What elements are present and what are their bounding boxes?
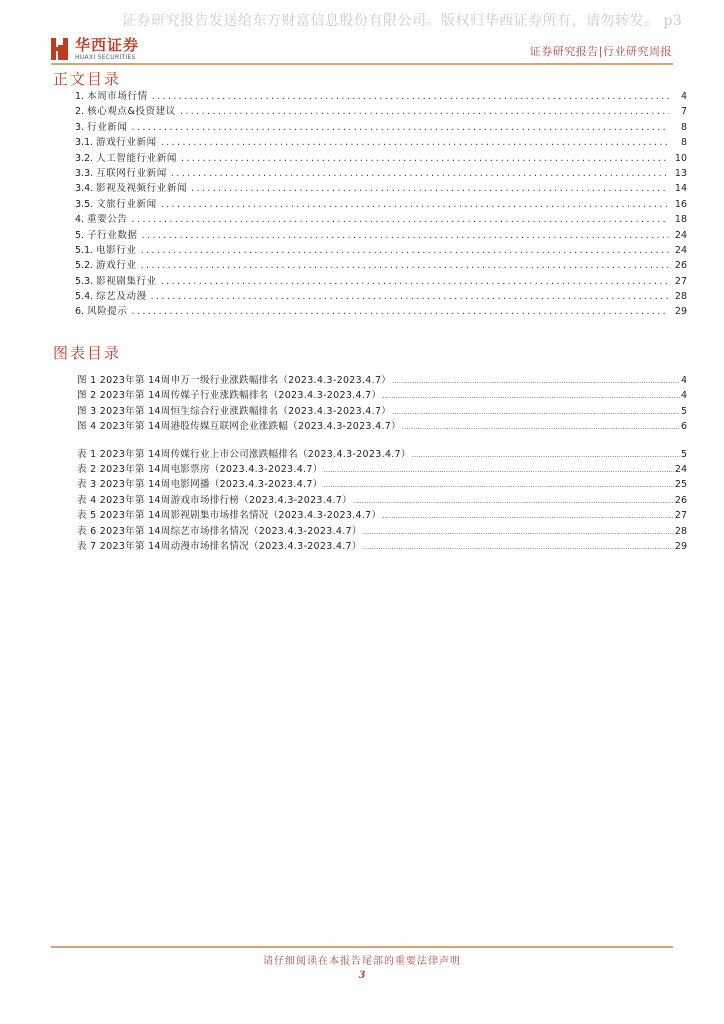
toc-entry-title: 核心观点&投资建议 — [87, 106, 176, 118]
toc-leader-dots — [171, 168, 669, 179]
toc-leader-dots — [132, 122, 670, 133]
table-entry[interactable] — [77, 507, 687, 522]
table-entry-page: 27 — [674, 510, 687, 522]
table-entry-title: 表 3 2023年第 14周电影网播（2023.4.3-2023.4.7） — [77, 479, 323, 491]
list-spacer — [77, 434, 687, 446]
toc-entry-page: 29 — [674, 306, 687, 318]
toc-entry-title: 重要公告 — [87, 214, 128, 226]
figure-leader-dots — [382, 392, 680, 400]
toc-entry-title: 文旅行业新闻 — [96, 198, 157, 210]
footer-divider — [51, 946, 673, 948]
toc-entry[interactable] — [75, 273, 687, 288]
toc-entry-page: 7 — [680, 106, 687, 118]
header-divider — [51, 63, 673, 65]
toc-entry-number: 2. — [75, 106, 88, 118]
toc-entry-title: 游戏行业 — [96, 260, 137, 272]
toc-entry-page: 16 — [674, 198, 687, 210]
toc-entry-number: 1. — [75, 91, 88, 102]
figure-leader-dots — [392, 408, 680, 416]
report-type-label: 证券研究报告|行业研究周报 — [529, 45, 672, 58]
watermark-text: 证券研究报告发送给东方财富信息股份有限公司。版权归华西证券所有，请勿转发。 p3 — [122, 13, 683, 29]
figure-entry-page: 6 — [680, 421, 687, 433]
toc-entry-title: 风险提示 — [87, 306, 128, 318]
toc-entry-page: 8 — [680, 121, 687, 133]
table-entry-title: 表 5 2023年第 14周影视剧集市场排名情况（2023.4.3-2023.4.7） — [77, 510, 382, 522]
toc-entry-number: 3.1. — [75, 137, 97, 149]
table-entry-page: 25 — [674, 479, 687, 491]
toc-entry-page: 14 — [674, 183, 687, 195]
table-leader-dots — [363, 543, 674, 551]
toc-section-title: 正文目录 — [53, 70, 122, 88]
table-leader-dots — [324, 466, 674, 474]
toc-entry[interactable] — [75, 119, 687, 134]
table-entry-page: 5 — [680, 448, 687, 460]
toc-entry-title: 行业新闻 — [87, 121, 128, 133]
logo-name-cn: 华西证券 — [75, 35, 140, 54]
figure-entry-title: 图 4 2023年第 14周港股传媒互联网企业涨跌幅（2023.4.3-2023.4.7） — [77, 421, 401, 433]
toc-entry-title: 本周市场行情 — [87, 91, 148, 102]
figure-entry-page: 4 — [680, 375, 687, 386]
table-leader-dots — [353, 497, 674, 505]
figure-entry[interactable] — [77, 372, 687, 387]
toc-entry-number: 6. — [75, 306, 88, 318]
toc-entry[interactable] — [75, 134, 687, 149]
table-entry[interactable] — [77, 538, 687, 553]
toc-leader-dots — [132, 214, 670, 225]
table-leader-dots — [382, 512, 674, 520]
table-entry[interactable] — [77, 476, 687, 491]
toc-leader-dots — [152, 91, 669, 102]
table-entry-title: 表 2 2023年第 14周电影票房（2023.4.3-2023.4.7） — [77, 463, 323, 475]
figure-entry-title: 图 3 2023年第 14周恒生综合行业涨跌幅排名（2023.4.3-2023.4.7） — [77, 405, 392, 417]
toc-entry[interactable] — [75, 88, 687, 103]
table-entry-title: 表 1 2023年第 14周传媒行业上市公司涨跌幅排名（2023.4.3-2023.4.7） — [77, 448, 411, 460]
toc-entry[interactable] — [75, 303, 687, 318]
toc-entry-number: 4. — [75, 214, 88, 226]
table-entry[interactable] — [77, 446, 687, 461]
toc-entry-number: 5.2. — [75, 260, 97, 272]
toc-entry-title: 电影行业 — [96, 244, 137, 256]
huaxi-logo-icon — [51, 37, 69, 61]
table-entry-page: 24 — [674, 463, 687, 475]
toc-entry-number: 5.3. — [75, 275, 97, 287]
toc-entry-page: 10 — [674, 152, 687, 164]
toc-entry-number: 3.5. — [75, 198, 97, 210]
toc-entry-title: 综艺及动漫 — [96, 291, 147, 303]
toc-entry-title: 影视剧集行业 — [96, 275, 157, 287]
toc-leader-dots — [142, 230, 669, 241]
toc-entry-title: 互联网行业新闻 — [96, 167, 167, 179]
toc-entry-number: 3.2. — [75, 152, 97, 164]
toc-entry-number: 5.4. — [75, 291, 97, 303]
table-entry[interactable] — [77, 492, 687, 507]
table-entry-page: 29 — [674, 540, 687, 552]
table-entry[interactable] — [77, 523, 687, 538]
table-leader-dots — [363, 528, 674, 536]
toc-entry-number: 5.1. — [75, 244, 97, 256]
figure-entry-page: 4 — [680, 390, 687, 402]
toc-entry[interactable] — [75, 227, 687, 242]
toc-entry[interactable] — [75, 288, 687, 303]
toc-entry-number: 3.4. — [75, 183, 97, 195]
table-entry-title: 表 7 2023年第 14周动漫市场排名情况（2023.4.3-2023.4.7） — [77, 540, 362, 552]
toc-entry-page: 24 — [674, 229, 687, 241]
toc-entry-title: 游戏行业新闻 — [96, 137, 157, 149]
toc-entry-page: 18 — [674, 214, 687, 226]
logo-name-en: HUAXI SECURITIES — [75, 53, 136, 61]
table-leader-dots — [324, 481, 674, 489]
toc-leader-dots — [132, 306, 670, 317]
toc-entry[interactable] — [75, 211, 687, 226]
legal-notice: 请仔细阅读在本报告尾部的重要法律声明 — [263, 956, 461, 967]
toc-entry[interactable] — [75, 165, 687, 180]
toc-entry-page: 27 — [674, 275, 687, 287]
page-number: 3 — [358, 970, 366, 981]
toc-entry-title: 子行业数据 — [87, 229, 138, 241]
toc-leader-dots — [141, 260, 669, 271]
toc-entry-title: 人工智能行业新闻 — [96, 152, 177, 164]
toc-entry-title: 影视及视频行业新闻 — [96, 183, 188, 195]
toc-entry-page: 8 — [680, 137, 687, 149]
toc-entry[interactable] — [75, 150, 687, 165]
figure-leader-dots — [392, 377, 680, 385]
toc-leader-dots — [161, 199, 669, 210]
toc-entry[interactable] — [75, 196, 687, 211]
table-entry-title: 表 4 2023年第 14周游戏市场排行榜（2023.4.3-2023.4.7） — [77, 494, 352, 506]
toc-entry-number: 5. — [75, 229, 88, 241]
figure-entry-title: 图 1 2023年第 14周申万一级行业涨跌幅排名（2023.4.3-2023.4.7） — [77, 375, 392, 386]
table-entry-page: 26 — [674, 494, 687, 506]
figure-entry-title: 图 2 2023年第 14周传媒子行业涨跌幅排名（2023.4.3-2023.4.7） — [77, 390, 382, 402]
table-entry-title: 表 6 2023年第 14周综艺市场排名情况（2023.4.3-2023.4.7） — [77, 525, 362, 537]
toc-entry-page: 13 — [674, 167, 687, 179]
toc-leader-dots — [191, 183, 669, 194]
figures-section-title: 图表目录 — [53, 344, 122, 362]
toc-entry-number: 3.3. — [75, 167, 97, 179]
table-of-contents — [75, 88, 687, 319]
toc-leader-dots — [181, 153, 669, 164]
figure-entry[interactable] — [77, 418, 687, 433]
toc-entry-page: 24 — [674, 244, 687, 256]
toc-entry[interactable] — [75, 180, 687, 195]
figure-table-list — [77, 372, 687, 553]
toc-entry[interactable] — [75, 257, 687, 272]
figure-entry[interactable] — [77, 403, 687, 418]
toc-leader-dots — [141, 245, 669, 256]
toc-entry-page: 4 — [680, 91, 687, 102]
figure-entry-page: 5 — [680, 405, 687, 417]
toc-leader-dots — [151, 291, 669, 302]
toc-entry[interactable] — [75, 242, 687, 257]
toc-leader-dots — [161, 137, 669, 148]
toc-entry-page: 28 — [674, 291, 687, 303]
toc-entry-page: 26 — [674, 260, 687, 272]
toc-leader-dots — [161, 276, 669, 287]
figure-entry[interactable] — [77, 387, 687, 402]
figure-leader-dots — [402, 423, 680, 431]
table-entry-page: 28 — [674, 525, 687, 537]
company-logo — [51, 36, 139, 62]
table-entry[interactable] — [77, 461, 687, 476]
toc-leader-dots — [180, 106, 669, 117]
toc-entry-number: 3. — [75, 121, 88, 133]
toc-entry[interactable] — [75, 103, 687, 118]
table-leader-dots — [412, 451, 680, 459]
